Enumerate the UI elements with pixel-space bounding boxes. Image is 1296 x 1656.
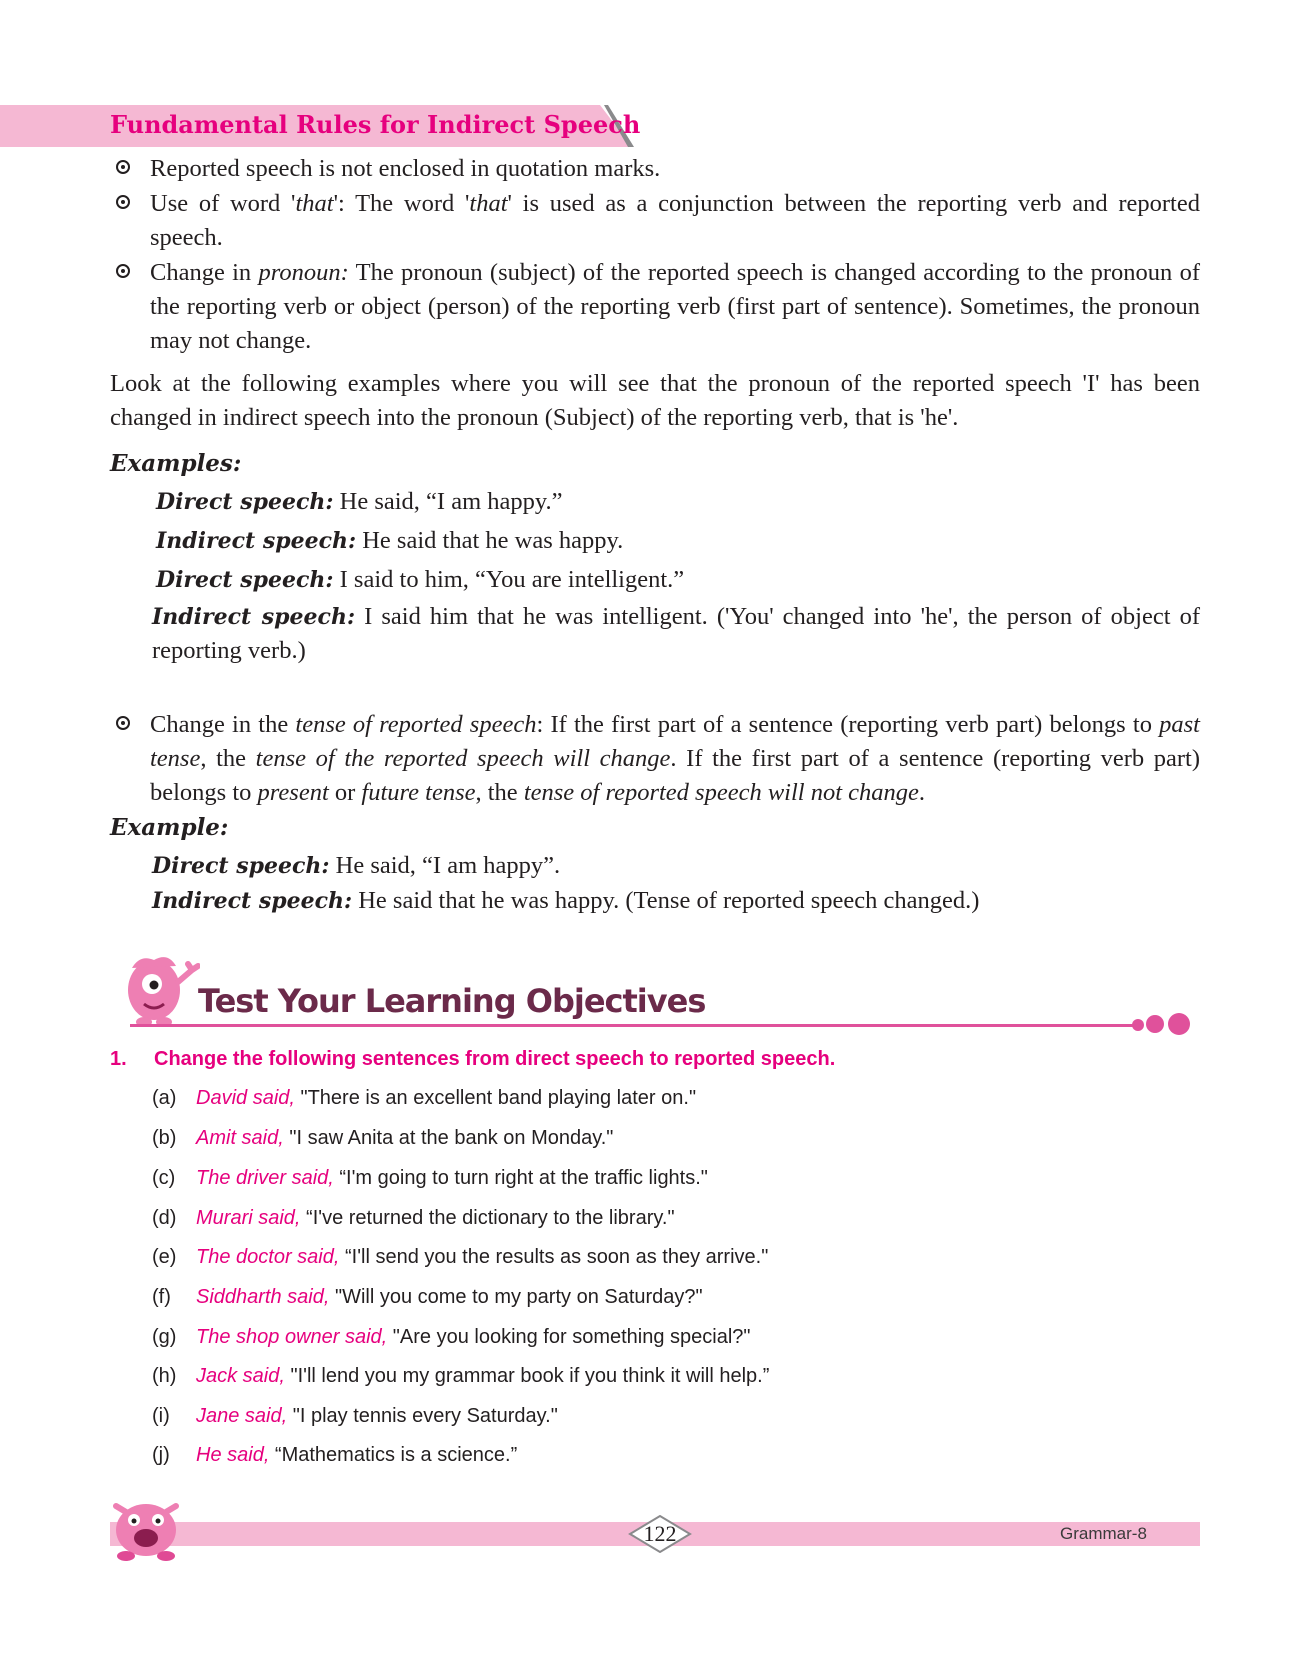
banner-dot: [1146, 1015, 1164, 1033]
circle-bullet-icon: [116, 195, 130, 209]
example-direct-1: Direct speech: He said, “I am happy.”: [156, 488, 563, 515]
rule-item: Use of word 'that': The word 'that' is used as a conjunction between the reporting verb and reported speech.: [110, 187, 1200, 255]
banner-dot: [1132, 1019, 1144, 1031]
test-your-learning-objectives-title: Test Your Learning Objectives: [198, 982, 706, 1020]
example2-direct: Direct speech: He said, “I am happy”.: [152, 852, 561, 879]
banner-dot: [1168, 1013, 1190, 1035]
circle-bullet-icon: [116, 160, 130, 174]
explanation-paragraph: Look at the following examples where you will see that the pronoun of the reported speech 'I' has been changed in indirect speech into the pronoun (Subject) of the reporting verb, that is 'he'.: [110, 370, 1200, 431]
question-item: (a) David said, "There is an excellent band playing later on.": [152, 1087, 697, 1109]
rule-item: Change in the tense of reported speech: If the first part of a sentence (reporting verb part) belongs to past tense, the tense of the reported speech will change. If the first part of a sentence (reporting verb part) belongs to present or future tense, the tense of reported speech will not change.: [110, 708, 1200, 810]
question-item: (e) The doctor said, “I'll send you the results as soon as they arrive.": [152, 1246, 769, 1268]
circle-bullet-icon: [116, 716, 130, 730]
question-item: (j) He said, “Mathematics is a science.”: [152, 1444, 518, 1466]
example-indirect-2: Indirect speech: I said him that he was intelligent. ('You' changed into 'he', the person of object of reporting verb.): [152, 603, 1200, 664]
page-number: 122: [643, 1521, 677, 1546]
question-item: (d) Murari said, “I've returned the dictionary to the library.": [152, 1207, 675, 1229]
monster-mascot-icon: [118, 948, 200, 1028]
example2-indirect: Indirect speech: He said that he was happy. (Tense of reported speech changed.): [152, 887, 980, 914]
footer-monster-icon: [104, 1494, 188, 1564]
book-title: Grammar-8: [1060, 1524, 1147, 1543]
question-item: (i) Jane said, "I play tennis every Saturday.": [152, 1405, 558, 1427]
rule-item: Reported speech is not enclosed in quotation marks.: [110, 152, 1200, 186]
example-direct-2: Direct speech: I said to him, “You are intelligent.”: [156, 566, 685, 593]
question-item: (b) Amit said, "I saw Anita at the bank on Monday.": [152, 1127, 614, 1149]
banner-divider-line: [130, 1024, 1140, 1027]
examples-heading: Examples:: [110, 450, 242, 477]
question-title: 1. Change the following sentences from direct speech to reported speech.: [110, 1048, 836, 1070]
question-item: (g) The shop owner said, "Are you looking for something special?": [152, 1326, 751, 1348]
example-indirect-1: Indirect speech: He said that he was happy.: [156, 527, 624, 554]
circle-bullet-icon: [116, 264, 130, 278]
section-title: Fundamental Rules for Indirect Speech: [110, 110, 641, 139]
example-heading: Example:: [110, 814, 229, 841]
question-item: (c) The driver said, “I'm going to turn right at the traffic lights.": [152, 1167, 708, 1189]
rule-item: Change in pronoun: The pronoun (subject) of the reported speech is changed according to the pronoun of the reporting verb or object (person) of the reporting verb (first part of sentence). Sometimes, the pronoun may not change.: [110, 256, 1200, 358]
question-item: (h) Jack said, "I'll lend you my grammar book if you think it will help.”: [152, 1365, 770, 1387]
question-item: (f) Siddharth said, "Will you come to my party on Saturday?": [152, 1286, 703, 1308]
